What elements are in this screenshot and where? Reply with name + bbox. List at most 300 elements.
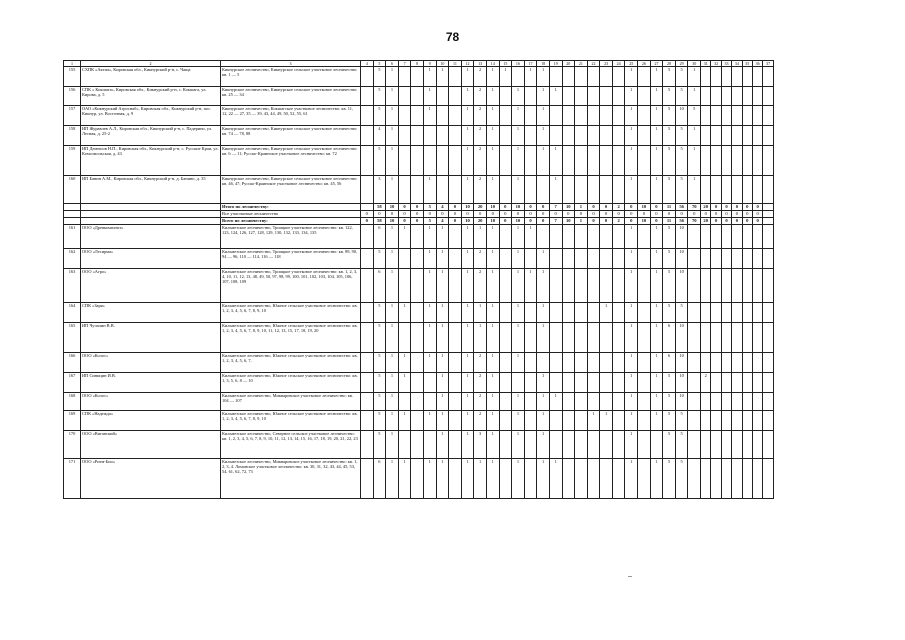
value-cell: 1	[386, 411, 399, 431]
value-cell: 1	[461, 303, 474, 323]
value-cell: 1	[423, 67, 436, 87]
value-cell: 1	[423, 269, 436, 303]
value-cell: 5	[373, 67, 386, 87]
value-cell	[562, 459, 575, 499]
column-number: 18	[537, 61, 550, 67]
value-cell: 1	[486, 411, 499, 431]
value-cell: 20	[474, 204, 487, 211]
value-cell: 1	[423, 249, 436, 269]
blank-cell	[81, 211, 221, 218]
value-cell: 0	[688, 211, 701, 218]
value-cell: 0	[701, 211, 711, 218]
value-cell	[732, 146, 742, 176]
value-cell	[587, 146, 600, 176]
value-cell	[562, 225, 575, 249]
value-cell: 4	[436, 204, 449, 211]
value-cell	[449, 269, 462, 303]
value-cell	[732, 106, 742, 126]
value-cell: 6	[663, 353, 676, 373]
value-cell: 1	[625, 106, 638, 126]
value-cell: 5	[663, 269, 676, 303]
value-cell	[361, 126, 374, 146]
value-cell	[575, 176, 588, 204]
value-cell	[361, 353, 374, 373]
value-cell	[449, 67, 462, 87]
organization-cell: ООО «Древкомплект»	[81, 225, 221, 249]
value-cell	[763, 459, 773, 499]
organization-cell: ИП Синицин И.В.	[81, 373, 221, 393]
value-cell	[688, 249, 701, 269]
value-cell: 2	[474, 249, 487, 269]
value-cell	[721, 353, 731, 373]
value-cell	[721, 431, 731, 459]
value-cell: 0	[524, 204, 537, 211]
value-cell	[742, 431, 752, 459]
value-cell	[711, 431, 721, 459]
value-cell: 1	[436, 225, 449, 249]
blank-cell	[64, 218, 81, 225]
value-cell: 1	[688, 176, 701, 204]
value-cell: 0	[486, 211, 499, 218]
value-cell	[449, 87, 462, 106]
value-cell	[711, 459, 721, 499]
value-cell: 6	[663, 323, 676, 353]
value-cell	[411, 146, 424, 176]
value-cell: 1	[486, 87, 499, 106]
value-cell	[524, 303, 537, 323]
value-cell	[449, 126, 462, 146]
value-cell: 1	[486, 353, 499, 373]
value-cell: 1	[423, 459, 436, 499]
value-cell: 1	[650, 459, 663, 499]
value-cell: 2	[474, 87, 487, 106]
value-cell	[398, 393, 411, 411]
value-cell	[742, 249, 752, 269]
value-cell	[600, 146, 613, 176]
value-cell	[537, 353, 550, 373]
value-cell: 1	[688, 67, 701, 87]
value-cell	[763, 431, 773, 459]
value-cell	[600, 67, 613, 87]
value-cell	[449, 373, 462, 393]
column-number: 32	[711, 61, 721, 67]
value-cell	[688, 225, 701, 249]
value-cell: 5	[675, 87, 688, 106]
value-cell	[763, 211, 773, 218]
value-cell	[721, 87, 731, 106]
table-row	[64, 146, 774, 176]
value-cell	[411, 67, 424, 87]
value-cell: 1	[650, 225, 663, 249]
organization-cell: ООО «Ритм-Био»	[81, 459, 221, 499]
value-cell	[537, 176, 550, 204]
column-number: 16	[512, 61, 525, 67]
value-cell	[499, 353, 512, 373]
value-cell	[612, 126, 625, 146]
summary-label: Всего по лесничеству:	[221, 218, 361, 225]
value-cell	[638, 176, 651, 204]
value-cell: 1	[461, 431, 474, 459]
organization-cell: ООО «Вятанский»	[81, 431, 221, 459]
value-cell	[575, 373, 588, 393]
value-cell	[549, 373, 562, 393]
value-cell	[361, 67, 374, 87]
row-number-cell: 157	[64, 106, 81, 126]
value-cell: 11	[663, 218, 676, 225]
value-cell: 5	[675, 146, 688, 176]
value-cell	[499, 126, 512, 146]
organization-cell: СПК « Кокшага», Кировская обл., Кикнурский р-н, с. Кокшага, ул. Кирова, д. 5	[81, 87, 221, 106]
value-cell: 0	[411, 211, 424, 218]
value-cell: 1	[474, 459, 487, 499]
value-cell: 10	[675, 353, 688, 373]
value-cell: 1	[461, 87, 474, 106]
value-cell	[562, 431, 575, 459]
value-cell	[732, 176, 742, 204]
value-cell	[562, 373, 575, 393]
table-row	[64, 393, 774, 411]
value-cell	[688, 411, 701, 431]
value-cell	[742, 393, 752, 411]
value-cell: 1	[537, 411, 550, 431]
value-cell: 0	[711, 211, 721, 218]
value-cell	[575, 146, 588, 176]
value-cell	[711, 67, 721, 87]
value-cell	[524, 176, 537, 204]
value-cell: 1	[512, 353, 525, 373]
value-cell	[711, 303, 721, 323]
summary-row	[64, 211, 774, 218]
value-cell: 1	[461, 106, 474, 126]
value-cell: 0	[587, 218, 600, 225]
page-number: 78	[445, 30, 460, 44]
value-cell	[587, 225, 600, 249]
value-cell: 7	[549, 204, 562, 211]
value-cell	[763, 126, 773, 146]
value-cell: 1	[587, 411, 600, 431]
value-cell: 0	[373, 211, 386, 218]
value-cell: 0	[711, 204, 721, 211]
value-cell: 1	[524, 269, 537, 303]
column-number: 35	[742, 61, 752, 67]
value-cell: 1	[386, 176, 399, 204]
value-cell: 1	[625, 249, 638, 269]
value-cell: 0	[587, 211, 600, 218]
value-cell: 1	[650, 303, 663, 323]
value-cell	[361, 176, 374, 204]
value-cell	[575, 411, 588, 431]
row-number-cell: 162	[64, 249, 81, 269]
value-cell	[711, 225, 721, 249]
blank-cell	[81, 218, 221, 225]
value-cell	[638, 67, 651, 87]
value-cell: 0	[742, 211, 752, 218]
value-cell	[499, 459, 512, 499]
value-cell: 1	[474, 303, 487, 323]
value-cell	[549, 269, 562, 303]
value-cell	[638, 126, 651, 146]
value-cell	[612, 431, 625, 459]
value-cell	[549, 411, 562, 431]
value-cell: 1	[650, 393, 663, 411]
value-cell: 1	[386, 87, 399, 106]
value-cell: 5	[663, 303, 676, 323]
value-cell: 0	[600, 211, 613, 218]
value-cell: 1	[486, 393, 499, 411]
value-cell	[742, 146, 752, 176]
value-cell: 0	[625, 218, 638, 225]
value-cell: 1	[650, 87, 663, 106]
table-row	[64, 106, 774, 126]
value-cell: 5	[373, 303, 386, 323]
value-cell: 1	[423, 176, 436, 204]
value-cell	[732, 126, 742, 146]
value-cell	[612, 411, 625, 431]
column-number: 28	[663, 61, 676, 67]
value-cell	[549, 225, 562, 249]
value-cell: 1	[512, 249, 525, 269]
value-cell	[721, 303, 731, 323]
value-cell: 0	[386, 211, 399, 218]
location-cell: Кильмезское лесничество, Троицкое участковое лесничество: кв. 1, 2, 3, 4, 10, 11, 12, 13, 48, 49, 50, 97, 98, 99, 100, 101, 102, 103, 104, 105, 106, 107, 108, 109	[221, 269, 361, 303]
value-cell	[701, 269, 711, 303]
value-cell	[742, 87, 752, 106]
value-cell	[711, 323, 721, 353]
value-cell: 1	[650, 249, 663, 269]
value-cell: 0	[742, 218, 752, 225]
location-cell: Кикнурское лесничество, Кикнурское сельское участковое лесничество: кв. 1 — 5	[221, 67, 361, 87]
value-cell	[763, 146, 773, 176]
value-cell	[763, 411, 773, 431]
value-cell: 1	[386, 146, 399, 176]
value-cell: 1	[688, 146, 701, 176]
value-cell	[562, 249, 575, 269]
value-cell: 0	[663, 211, 676, 218]
value-cell	[587, 269, 600, 303]
value-cell	[752, 225, 762, 249]
location-cell: Кильмезское лесничество, Троицкое участковое лесничество: кв. 122, 123, 124, 126, 127, 128, 129, 130, 132, 133, 134, 135	[221, 225, 361, 249]
value-cell: 1	[625, 269, 638, 303]
value-cell	[763, 87, 773, 106]
value-cell: 1	[486, 106, 499, 126]
value-cell: 10	[675, 323, 688, 353]
value-cell: 1	[650, 126, 663, 146]
value-cell	[524, 106, 537, 126]
value-cell	[742, 176, 752, 204]
value-cell	[575, 459, 588, 499]
value-cell	[752, 393, 762, 411]
value-cell: 1	[386, 126, 399, 146]
value-cell	[732, 373, 742, 393]
value-cell	[600, 393, 613, 411]
value-cell: 0	[398, 218, 411, 225]
row-number-cell: 168	[64, 393, 81, 411]
value-cell	[612, 225, 625, 249]
value-cell: 10	[486, 218, 499, 225]
column-number: 2	[81, 61, 221, 67]
row-number-cell: 166	[64, 353, 81, 373]
value-cell: 0	[587, 204, 600, 211]
value-cell	[411, 87, 424, 106]
row-number-cell: 156	[64, 87, 81, 106]
value-cell	[763, 176, 773, 204]
value-cell	[752, 249, 762, 269]
value-cell	[562, 303, 575, 323]
value-cell	[721, 411, 731, 431]
value-cell: 0	[600, 218, 613, 225]
value-cell	[524, 249, 537, 269]
value-cell	[612, 87, 625, 106]
value-cell: 4	[373, 126, 386, 146]
value-cell: 1	[474, 323, 487, 353]
value-cell: 1	[625, 353, 638, 373]
value-cell	[752, 67, 762, 87]
value-cell: 1	[474, 225, 487, 249]
value-cell	[701, 431, 711, 459]
location-cell: Кильмезское лесничество, Микваровское участковое лесничество: кв. 104 — 107	[221, 393, 361, 411]
value-cell: 5	[373, 393, 386, 411]
value-cell	[752, 373, 762, 393]
organization-cell: ООО «Агро»	[81, 269, 221, 303]
table-row	[64, 323, 774, 353]
value-cell: 1	[461, 126, 474, 146]
location-cell: Кильмезское лесничество, Северное сельское участковое лесничество: кв. 1, 2, 3, 4, 5, 6, 7, 8, 9, 10, 11, 12, 13, 14, 15, 16, 17, 18, 19, 20, 21, 22, 23	[221, 431, 361, 459]
value-cell	[721, 225, 731, 249]
value-cell: 1	[625, 225, 638, 249]
value-cell	[732, 269, 742, 303]
value-cell	[549, 249, 562, 269]
value-cell: 1	[436, 459, 449, 499]
location-cell: Кильмезское лесничество, Южное сельское участковое лесничество: кв. 1, 3, 5, 6, 8 — 10	[221, 373, 361, 393]
value-cell	[411, 225, 424, 249]
value-cell: 1	[549, 176, 562, 204]
value-cell: 1	[512, 146, 525, 176]
value-cell: 3	[474, 431, 487, 459]
value-cell	[398, 269, 411, 303]
value-cell	[499, 373, 512, 393]
value-cell: 20	[701, 204, 711, 211]
value-cell	[752, 269, 762, 303]
value-cell	[742, 303, 752, 323]
value-cell	[512, 67, 525, 87]
value-cell	[711, 146, 721, 176]
value-cell	[499, 303, 512, 323]
value-cell: 1	[512, 303, 525, 323]
value-cell: 0	[499, 204, 512, 211]
value-cell	[524, 459, 537, 499]
value-cell: 1	[575, 218, 588, 225]
value-cell	[575, 87, 588, 106]
value-cell	[612, 303, 625, 323]
value-cell: 1	[386, 269, 399, 303]
value-cell	[587, 126, 600, 146]
value-cell	[752, 353, 762, 373]
row-number-cell: 161	[64, 225, 81, 249]
value-cell: 1	[486, 225, 499, 249]
value-cell	[638, 106, 651, 126]
value-cell: 5	[373, 249, 386, 269]
value-cell	[732, 225, 742, 249]
value-cell: 1	[625, 323, 638, 353]
value-cell: 10	[486, 204, 499, 211]
table-row	[64, 87, 774, 106]
value-cell	[524, 87, 537, 106]
value-cell	[711, 126, 721, 146]
value-cell	[411, 393, 424, 411]
value-cell	[549, 353, 562, 373]
value-cell: 1	[386, 323, 399, 353]
value-cell	[732, 87, 742, 106]
value-cell	[411, 353, 424, 373]
value-cell: 1	[537, 431, 550, 459]
value-cell	[600, 106, 613, 126]
value-cell	[549, 67, 562, 87]
value-cell: 1	[386, 249, 399, 269]
organization-cell: СПК «Надежда»	[81, 411, 221, 431]
value-cell: 1	[436, 323, 449, 353]
value-cell	[361, 204, 374, 211]
column-number: 1	[64, 61, 81, 67]
column-number: 9	[423, 61, 436, 67]
value-cell: 5	[423, 218, 436, 225]
value-cell	[499, 393, 512, 411]
value-cell	[711, 373, 721, 393]
value-cell	[423, 431, 436, 459]
value-cell	[361, 106, 374, 126]
value-cell	[499, 249, 512, 269]
value-cell	[600, 87, 613, 106]
value-cell	[562, 323, 575, 353]
value-cell: 1	[537, 87, 550, 106]
value-cell	[361, 225, 374, 249]
value-cell: 1	[512, 393, 525, 411]
value-cell: 1	[512, 176, 525, 204]
value-cell: 6	[373, 459, 386, 499]
value-cell: 1	[650, 67, 663, 87]
value-cell: 0	[537, 211, 550, 218]
value-cell	[612, 269, 625, 303]
column-number: 15	[499, 61, 512, 67]
value-cell	[499, 411, 512, 431]
value-cell	[587, 249, 600, 269]
forest-use-table	[63, 60, 774, 499]
value-cell: 0	[512, 211, 525, 218]
value-cell	[721, 106, 731, 126]
value-cell	[763, 249, 773, 269]
value-cell: 1	[436, 67, 449, 87]
value-cell: 5	[675, 303, 688, 323]
value-cell	[721, 269, 731, 303]
value-cell	[638, 373, 651, 393]
value-cell	[436, 126, 449, 146]
value-cell: 5	[373, 373, 386, 393]
value-cell	[600, 373, 613, 393]
value-cell: 11	[663, 204, 676, 211]
value-cell: 0	[625, 211, 638, 218]
value-cell	[524, 323, 537, 353]
value-cell: 1	[549, 146, 562, 176]
value-cell	[732, 459, 742, 499]
value-cell	[411, 459, 424, 499]
value-cell: 1	[537, 393, 550, 411]
value-cell: 0	[732, 218, 742, 225]
value-cell	[411, 106, 424, 126]
organization-cell: СПК «Заря»	[81, 303, 221, 323]
value-cell	[361, 411, 374, 431]
column-number: 25	[625, 61, 638, 67]
value-cell: 5	[373, 353, 386, 373]
value-cell	[361, 459, 374, 499]
